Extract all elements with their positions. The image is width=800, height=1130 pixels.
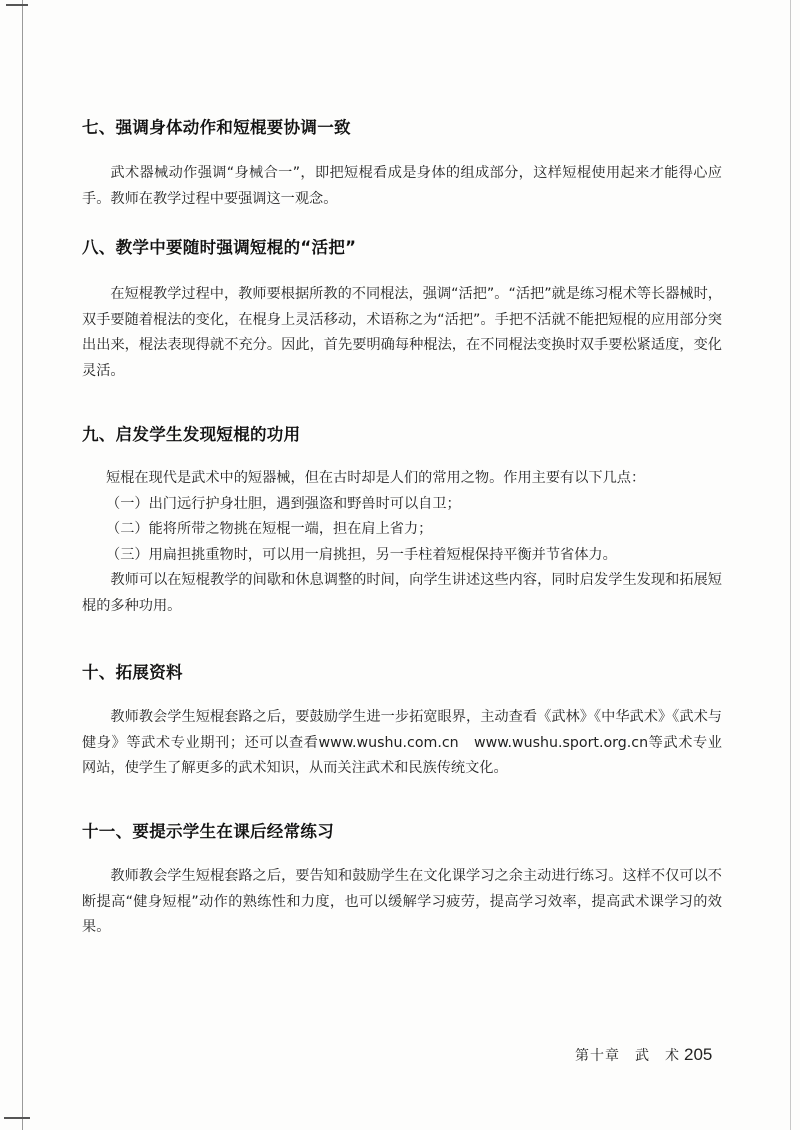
paragraph: 教师教会学生短棍套路之后，要鼓励学生进一步拓宽眼界，主动查看《武林》《中华武术》《武术与健身》等武术专业期刊；还可以查看www.wushu.com.cn www.wushu.sport.org.cn等武术专业网站，使学生了解更多的武术知识，从而关注武术和民族传统文化。 <box>82 709 722 776</box>
paragraph-intro: 短棍在现代是武术中的短器械，但在古时却是人们的常用之物。作用主要有以下几点： <box>106 470 646 486</box>
page-number: 205 <box>684 1045 713 1064</box>
list-item: （三）用扁担挑重物时，可以用一肩挑担，另一手柱着短棍保持平衡并节省体力。 <box>106 546 617 563</box>
scan-edge-line <box>22 0 23 1130</box>
section-heading: 九、启发学生发现短棍的功用 <box>82 425 301 444</box>
scan-edge-line-right <box>790 0 791 1130</box>
section-9 <box>82 421 722 619</box>
section-11 <box>82 818 722 941</box>
section-7 <box>82 114 722 212</box>
paragraph: 教师可以在短棍教学的间歇和休息调整的时间，向学生讲述这些内容，同时启发学生发现和拓展短棍的多种功用。 <box>82 572 722 614</box>
crop-mark-bottom <box>4 1117 30 1119</box>
section-heading: 八、教学中要随时强调短棍的“活把” <box>82 238 357 257</box>
section-10 <box>82 659 722 782</box>
page-footer <box>575 1045 745 1065</box>
section-heading: 七、强调身体动作和短棍要协调一致 <box>82 118 351 137</box>
section-8 <box>82 234 722 384</box>
list-item: （一）出门远行护身壮胆，遇到强盗和野兽时可以自卫； <box>106 495 461 512</box>
section-heading: 十、拓展资料 <box>82 663 183 682</box>
paragraph: 在短棍教学过程中，教师要根据所教的不同棍法，强调“活把”。“活把”就是练习棍术等长器械时，双手要随着棍法的变化，在棍身上灵活移动，术语称之为“活把”。手把不活就不能把短棍的应用部分突出出来，棍法表现得就不充分。因此，首先要明确每种棍法，在不同棍法变换时双手要松紧适度，变化灵活。 <box>82 286 722 379</box>
paragraph: 教师教会学生短棍套路之后，要告知和鼓励学生在文化课学习之余主动进行练习。这样不仅可以不断提高“健身短棍”动作的熟练性和力度，也可以缓解学习疲劳，提高学习效率，提高武术课学习的效果。 <box>82 868 722 935</box>
chapter-title: 第十章 武 术 <box>575 1048 680 1064</box>
crop-mark-top <box>6 4 28 6</box>
list-item: （二）能将所带之物挑在短棍一端，担在肩上省力； <box>106 521 433 537</box>
section-heading: 十一、要提示学生在课后经常练习 <box>82 822 334 841</box>
paragraph: 武术器械动作强调“身械合一”，即把短棍看成是身体的组成部分，这样短棍使用起来才能得心应手。教师在教学过程中要强调这一观念。 <box>82 165 722 207</box>
